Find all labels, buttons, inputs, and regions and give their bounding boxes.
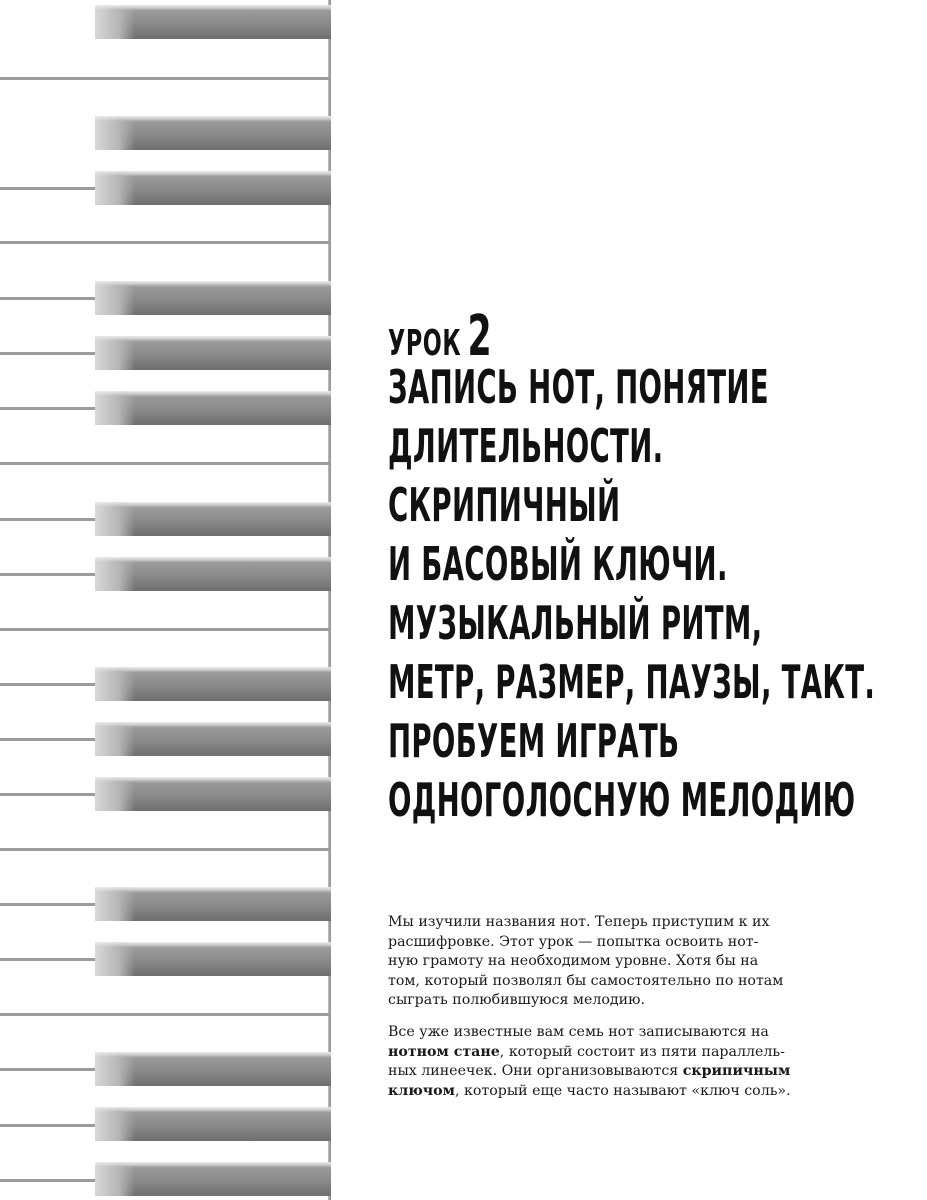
- title-line: ОДНОГОЛОСНУЮ МЕЛОДИЮ: [388, 773, 856, 827]
- paragraph-staff: [388, 1023, 804, 1101]
- white-key-line: [0, 1013, 330, 1016]
- black-key: [95, 391, 331, 425]
- black-key: [95, 942, 331, 976]
- white-key-line: [0, 628, 330, 631]
- body-text: [388, 913, 804, 1113]
- text-line: ную грамоту на необходимом уровне. Хотя бы на: [388, 953, 759, 970]
- text-line: [388, 1062, 804, 1082]
- lesson-number: 2: [467, 304, 492, 369]
- text-line: [388, 1043, 804, 1063]
- title-line: ЗАПИСЬ НОТ, ПОНЯТИЕ: [388, 360, 769, 414]
- white-key-line: [0, 241, 330, 244]
- black-key: [95, 171, 331, 205]
- black-key: [95, 336, 331, 370]
- text-line: том, который позволял бы самостоятельно по нотам: [388, 972, 784, 989]
- title-line: И БАСОВЫЙ КЛЮЧИ.: [388, 537, 728, 591]
- black-key: [95, 1107, 331, 1141]
- black-key: [95, 5, 331, 39]
- black-key: [95, 502, 331, 536]
- text-line: Все уже известные вам семь нот записываются на: [388, 1023, 769, 1040]
- title-line: МЕТР, РАЗМЕР, ПАУЗЫ, ТАКТ.: [388, 655, 876, 709]
- title-line: ПРОБУЕМ ИГРАТЬ: [388, 714, 680, 768]
- black-key: [95, 777, 331, 811]
- text-line: Мы изучили названия нот. Теперь приступим к их: [388, 914, 770, 930]
- white-key-line: [0, 462, 330, 465]
- text-line: [388, 1082, 804, 1102]
- text-fragment: ных линеечек. Они организовываются: [388, 1063, 683, 1080]
- lesson-word: УРОК: [388, 323, 462, 364]
- term-clef: ключом: [388, 1082, 455, 1099]
- title-line: ДЛИТЕЛЬНОСТИ.: [388, 419, 664, 473]
- chapter-title: [388, 358, 875, 830]
- text-fragment: , который состоит из пяти параллель-: [499, 1043, 785, 1060]
- title-line: МУЗЫКАЛЬНЫЙ РИТМ,: [388, 596, 763, 650]
- white-key-line: [0, 77, 330, 80]
- text-line: сыграть полюбившуюся мелодию.: [388, 992, 645, 1009]
- black-key: [95, 281, 331, 315]
- black-key: [95, 116, 331, 150]
- title-line: СКРИПИЧНЫЙ: [388, 478, 621, 532]
- term-treble-clef: скрипичным: [682, 1063, 791, 1080]
- text-line: расшифровке. Этот урок — попытка освоить нот-: [388, 933, 759, 950]
- black-key: [95, 887, 331, 921]
- black-key: [95, 1162, 331, 1196]
- paragraph-intro: [388, 913, 804, 1011]
- black-key: [95, 557, 331, 591]
- text-fragment: , который еще часто называют «ключ соль».: [454, 1082, 791, 1099]
- white-key-line: [0, 848, 330, 851]
- term-staff: нотном стане: [388, 1043, 500, 1060]
- piano-keyboard-decoration: [0, 0, 332, 1200]
- black-key: [95, 1052, 331, 1086]
- black-key: [95, 667, 331, 701]
- black-key: [95, 722, 331, 756]
